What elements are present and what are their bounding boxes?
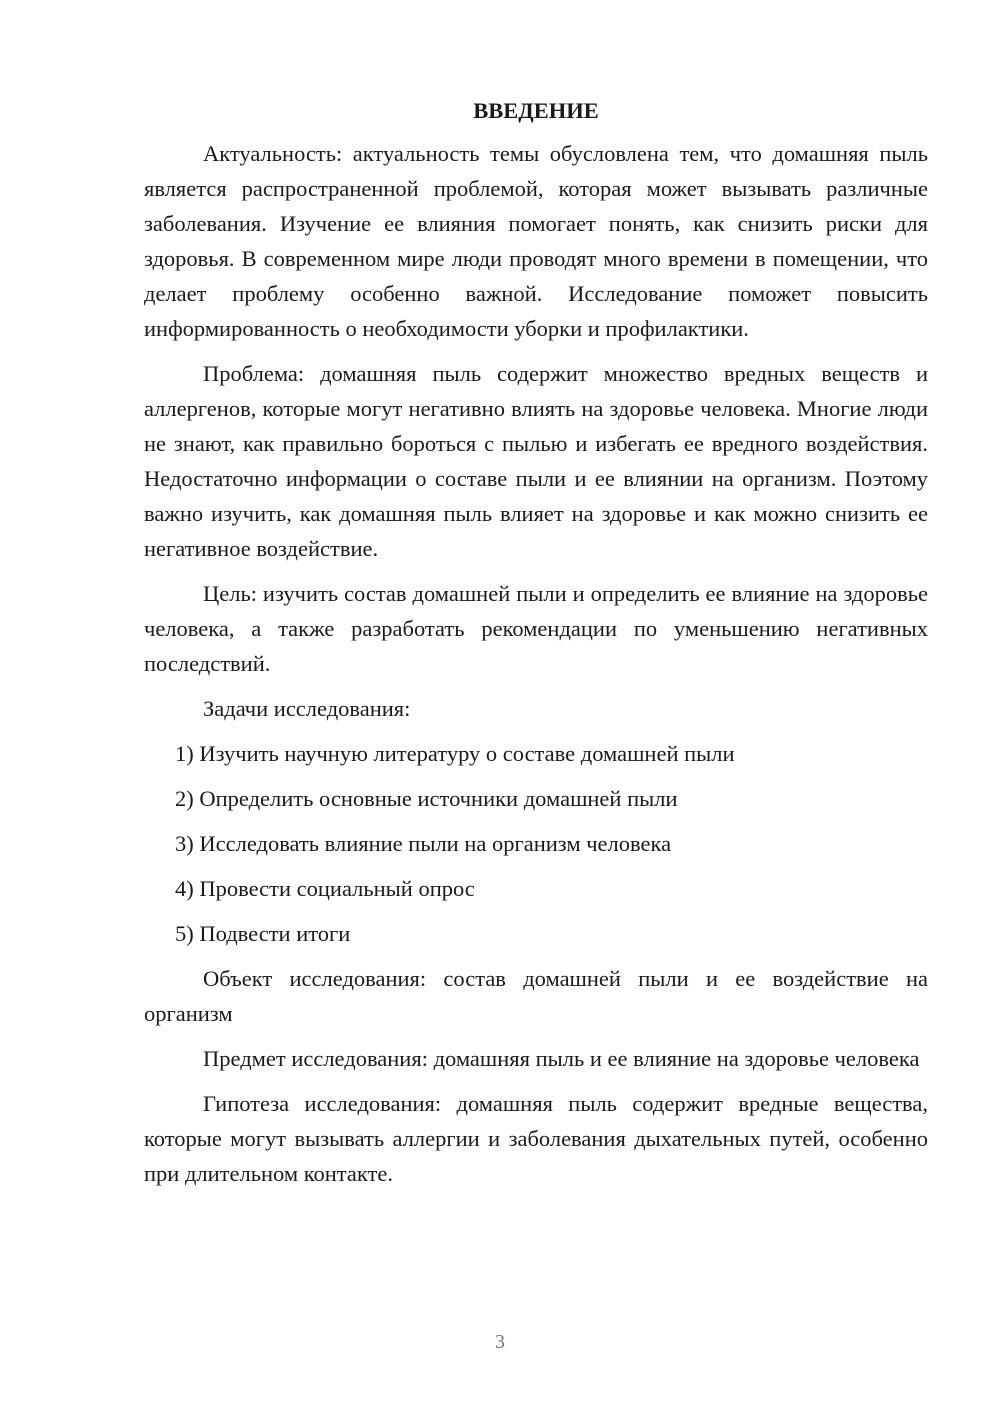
list-item: 3) Исследовать влияние пыли на организм человека: [175, 831, 672, 856]
list-item: 1) Изучить научную литературу о составе домашней пыли: [175, 741, 735, 766]
paragraph-relevance: Актуальность: актуальность темы обусловлена тем, что домашняя пыль является распространенной проблемой, которая может вызывать различные заболевания. Изучение ее влияния помогает понять, как снизить риски для здоровья. В современном мире люди проводят много времени в помещении, что делает проблему особенно важной. Исследование поможет повысить информированность о необходимости уборки и профилактики.: [144, 141, 928, 341]
page-number: 3: [495, 1331, 505, 1353]
task-list: [144, 736, 928, 951]
tasks-heading: Задачи исследования:: [203, 696, 411, 721]
list-item: 2) Определить основные источники домашней пыли: [175, 786, 678, 811]
section-title: ВВЕДЕНИЕ: [473, 98, 599, 123]
paragraph-problem: Проблема: домашняя пыль содержит множество вредных веществ и аллергенов, которые могут негативно влиять на здоровье человека. Многие люди не знают, как правильно бороться с пылью и избегать ее вредного воздействия. Недостаточно информации о составе пыли и ее влиянии на организм. Поэтому важно изучить, как домашняя пыль влияет на здоровье и как можно снизить ее негативное воздействие.: [144, 361, 928, 561]
document-page: [144, 96, 928, 1201]
paragraph-hypothesis: Гипотеза исследования: домашняя пыль содержит вредные вещества, которые могут вызывать аллергии и заболевания дыхательных путей, особенно при длительном контакте.: [144, 1091, 928, 1186]
paragraph-subject: Предмет исследования: домашняя пыль и ее влияние на здоровье человека: [203, 1046, 920, 1071]
list-item: 5) Подвести итоги: [175, 921, 351, 946]
paragraph-goal: Цель: изучить состав домашней пыли и определить ее влияние на здоровье человека, а также разработать рекомендации по уменьшению негативных последствий.: [144, 581, 928, 676]
paragraph-object: Объект исследования: состав домашней пыли и ее воздействие на организм: [144, 966, 928, 1026]
list-item: 4) Провести социальный опрос: [175, 876, 475, 901]
